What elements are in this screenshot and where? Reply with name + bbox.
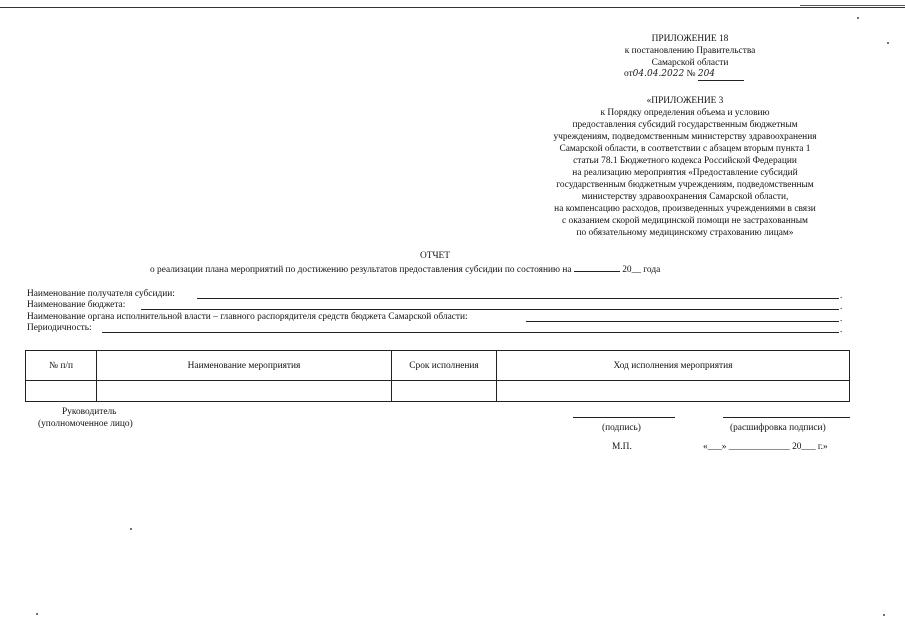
number-prefix: №	[686, 69, 696, 79]
appendix-3-line: с оказанием скорой медицинской помощи не застрахованным	[562, 216, 808, 226]
field-periodicity-line	[102, 332, 839, 333]
head-subtitle: (уполномоченное лицо)	[38, 419, 133, 429]
table-header-row	[26, 351, 850, 381]
top-border-line-2	[800, 5, 905, 6]
appendix-18-line3: Самарской области	[651, 58, 729, 68]
appendix-3-line: на компенсацию расходов, произведенных учреждениями в связи	[554, 204, 816, 214]
date-template: «___» _____________ 20___ г.»	[703, 442, 828, 452]
field-recipient-label: Наименование получателя субсидии:	[27, 289, 175, 299]
decode-line	[723, 417, 850, 418]
signature-caption: (подпись)	[602, 423, 641, 433]
stamp-label: М.П.	[612, 442, 632, 452]
scan-speck	[883, 614, 885, 616]
report-title: ОТЧЕТ	[419, 251, 451, 261]
scan-speck	[130, 528, 132, 530]
scan-speck	[36, 613, 38, 615]
table-row	[26, 381, 850, 402]
signature-line	[573, 417, 675, 418]
appendix-3-line: учреждениям, подведомственным министерству здравоохранения	[553, 132, 817, 142]
field-periodicity-label: Периодичность:	[27, 323, 92, 333]
appendix-3-line: Самарской области, в соответствии с абзацем вторым пункта 1	[559, 144, 811, 154]
col-header-number: № п/п	[26, 351, 97, 381]
appendix-3-line: к Порядку определения объема и условию	[600, 108, 770, 118]
report-date-blank	[574, 262, 620, 272]
top-border-line	[0, 7, 905, 8]
handwritten-date: 04.04.2022	[632, 69, 685, 79]
field-budget-label: Наименование бюджета:	[27, 300, 126, 310]
appendix-3-line: «ПРИЛОЖЕНИЕ 3	[646, 96, 724, 106]
field-authority-label: Наименование органа исполнительной власти – главного распорядителя средств бюджета Самарской области:	[27, 312, 468, 322]
report-subtitle-year: 20__ года	[622, 265, 661, 275]
field-authority-dot: .	[840, 313, 843, 323]
table-cell	[497, 381, 850, 402]
field-budget-dot: .	[840, 301, 843, 311]
field-recipient-line	[197, 298, 839, 299]
date-prefix: от	[624, 69, 633, 79]
decode-caption: (расшифровка подписи)	[730, 423, 826, 433]
appendix-18-line2: к постановлению Правительства	[624, 46, 756, 56]
handwritten-number: 204	[698, 68, 744, 81]
col-header-measure: Наименование мероприятия	[97, 351, 392, 381]
appendix-3-line: предоставления субсидий государственным бюджетным	[572, 120, 798, 130]
scan-speck	[887, 42, 889, 44]
appendix-3-line: по обязательному медицинскому страхованию лицам»	[576, 228, 794, 238]
appendix-3-line: министерству здравоохранения Самарской области,	[581, 192, 789, 202]
appendix-3-line: государственным бюджетным учреждениям, подведомственным	[556, 180, 814, 190]
head-title: Руководитель	[62, 407, 117, 417]
appendix-3-block	[520, 95, 850, 239]
field-recipient-dot: .	[840, 290, 843, 300]
appendix-18-date-line	[624, 68, 744, 81]
appendix-3-line: на реализацию мероприятия «Предоставление субсидий	[572, 168, 798, 178]
scan-speck	[857, 17, 859, 19]
field-authority-line	[526, 321, 839, 322]
table-cell	[97, 381, 392, 402]
report-subtitle	[150, 262, 660, 276]
field-budget-line	[141, 309, 839, 310]
measures-table	[25, 350, 850, 402]
col-header-deadline: Срок исполнения	[392, 351, 497, 381]
report-subtitle-text: о реализации плана мероприятий по достижению результатов предоставления субсидии по состоянию на	[150, 265, 572, 275]
appendix-3-line: статьи 78.1 Бюджетного кодекса Российской Федерации	[573, 156, 797, 166]
table-cell	[26, 381, 97, 402]
col-header-progress: Ход исполнения мероприятия	[497, 351, 850, 381]
field-periodicity-dot: .	[840, 324, 843, 334]
table-cell	[392, 381, 497, 402]
appendix-18-title: ПРИЛОЖЕНИЕ 18	[651, 34, 729, 44]
